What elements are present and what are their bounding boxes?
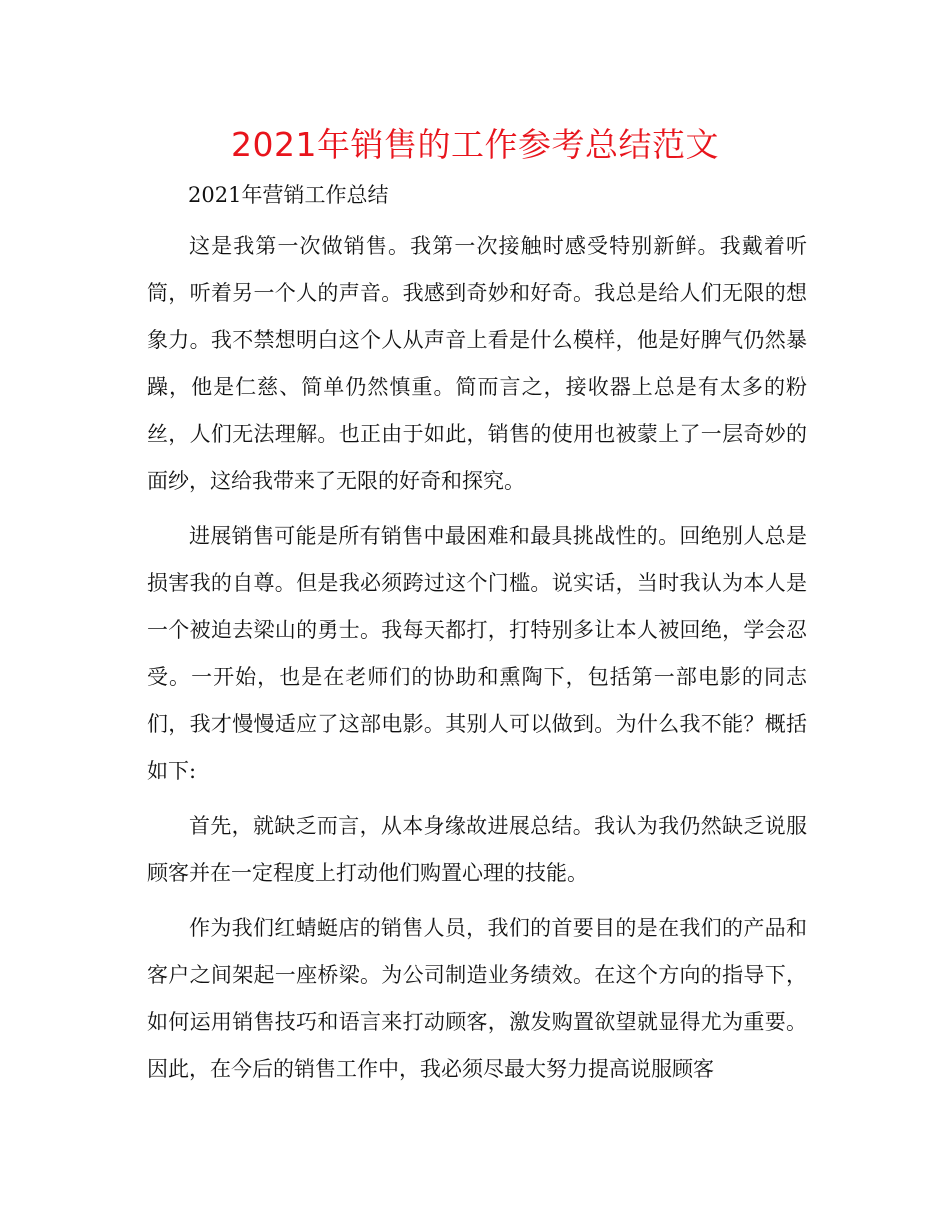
paragraph: 进展销售可能是所有销售中最困难和最具挑战性的。回绝别人总是损害我的自尊。但是我必须跨过这个门槛。说实话，当时我认为本人是一个被迫去梁山的勇士。我每天都打，打特别多让本人被回绝，学会忍受。一开始，也是在老师们的协助和熏陶下，包括第一部电影的同志们，我才慢慢适应了这部电影。其别人可以做到。为什么我不能？概括如下: bbox=[147, 524, 807, 783]
document-body bbox=[147, 223, 807, 1101]
paragraph: 这是我第一次做销售。我第一次接触时感受特别新鲜。我戴着听筒，听着另一个人的声音。我感到奇妙和好奇。我总是给人们无限的想象力。我不禁想明白这个人从声音上看是什么模样，他是好脾气仍然暴躁，他是仁慈、简单仍然慎重。简而言之，接收器上总是有太多的粉丝，人们无法理解。也正由于如此，销售的使用也被蒙上了一层奇妙的面纱，这给我带来了无限的好奇和探究。 bbox=[147, 234, 807, 493]
document-title: 2021年销售的工作参考总结范文 bbox=[231, 125, 719, 164]
paragraph: 作为我们红蜻蜓店的销售人员，我们的首要目的是在我们的产品和客户之间架起一座桥梁。为公司制造业务绩效。在这个方向的指导下，如何运用销售技巧和语言来打动顾客，激发购置欲望就显得尤为重要。因此，在今后的销售工作中，我必须尽最大努力提高说服顾客 bbox=[147, 916, 807, 1081]
paragraph: 首先，就缺乏而言，从本身缘故进展总结。我认为我仍然缺乏说服顾客并在一定程度上打动他们购置心理的技能。 bbox=[147, 814, 807, 885]
document-subtitle: 2021年营销工作总结 bbox=[188, 183, 389, 207]
